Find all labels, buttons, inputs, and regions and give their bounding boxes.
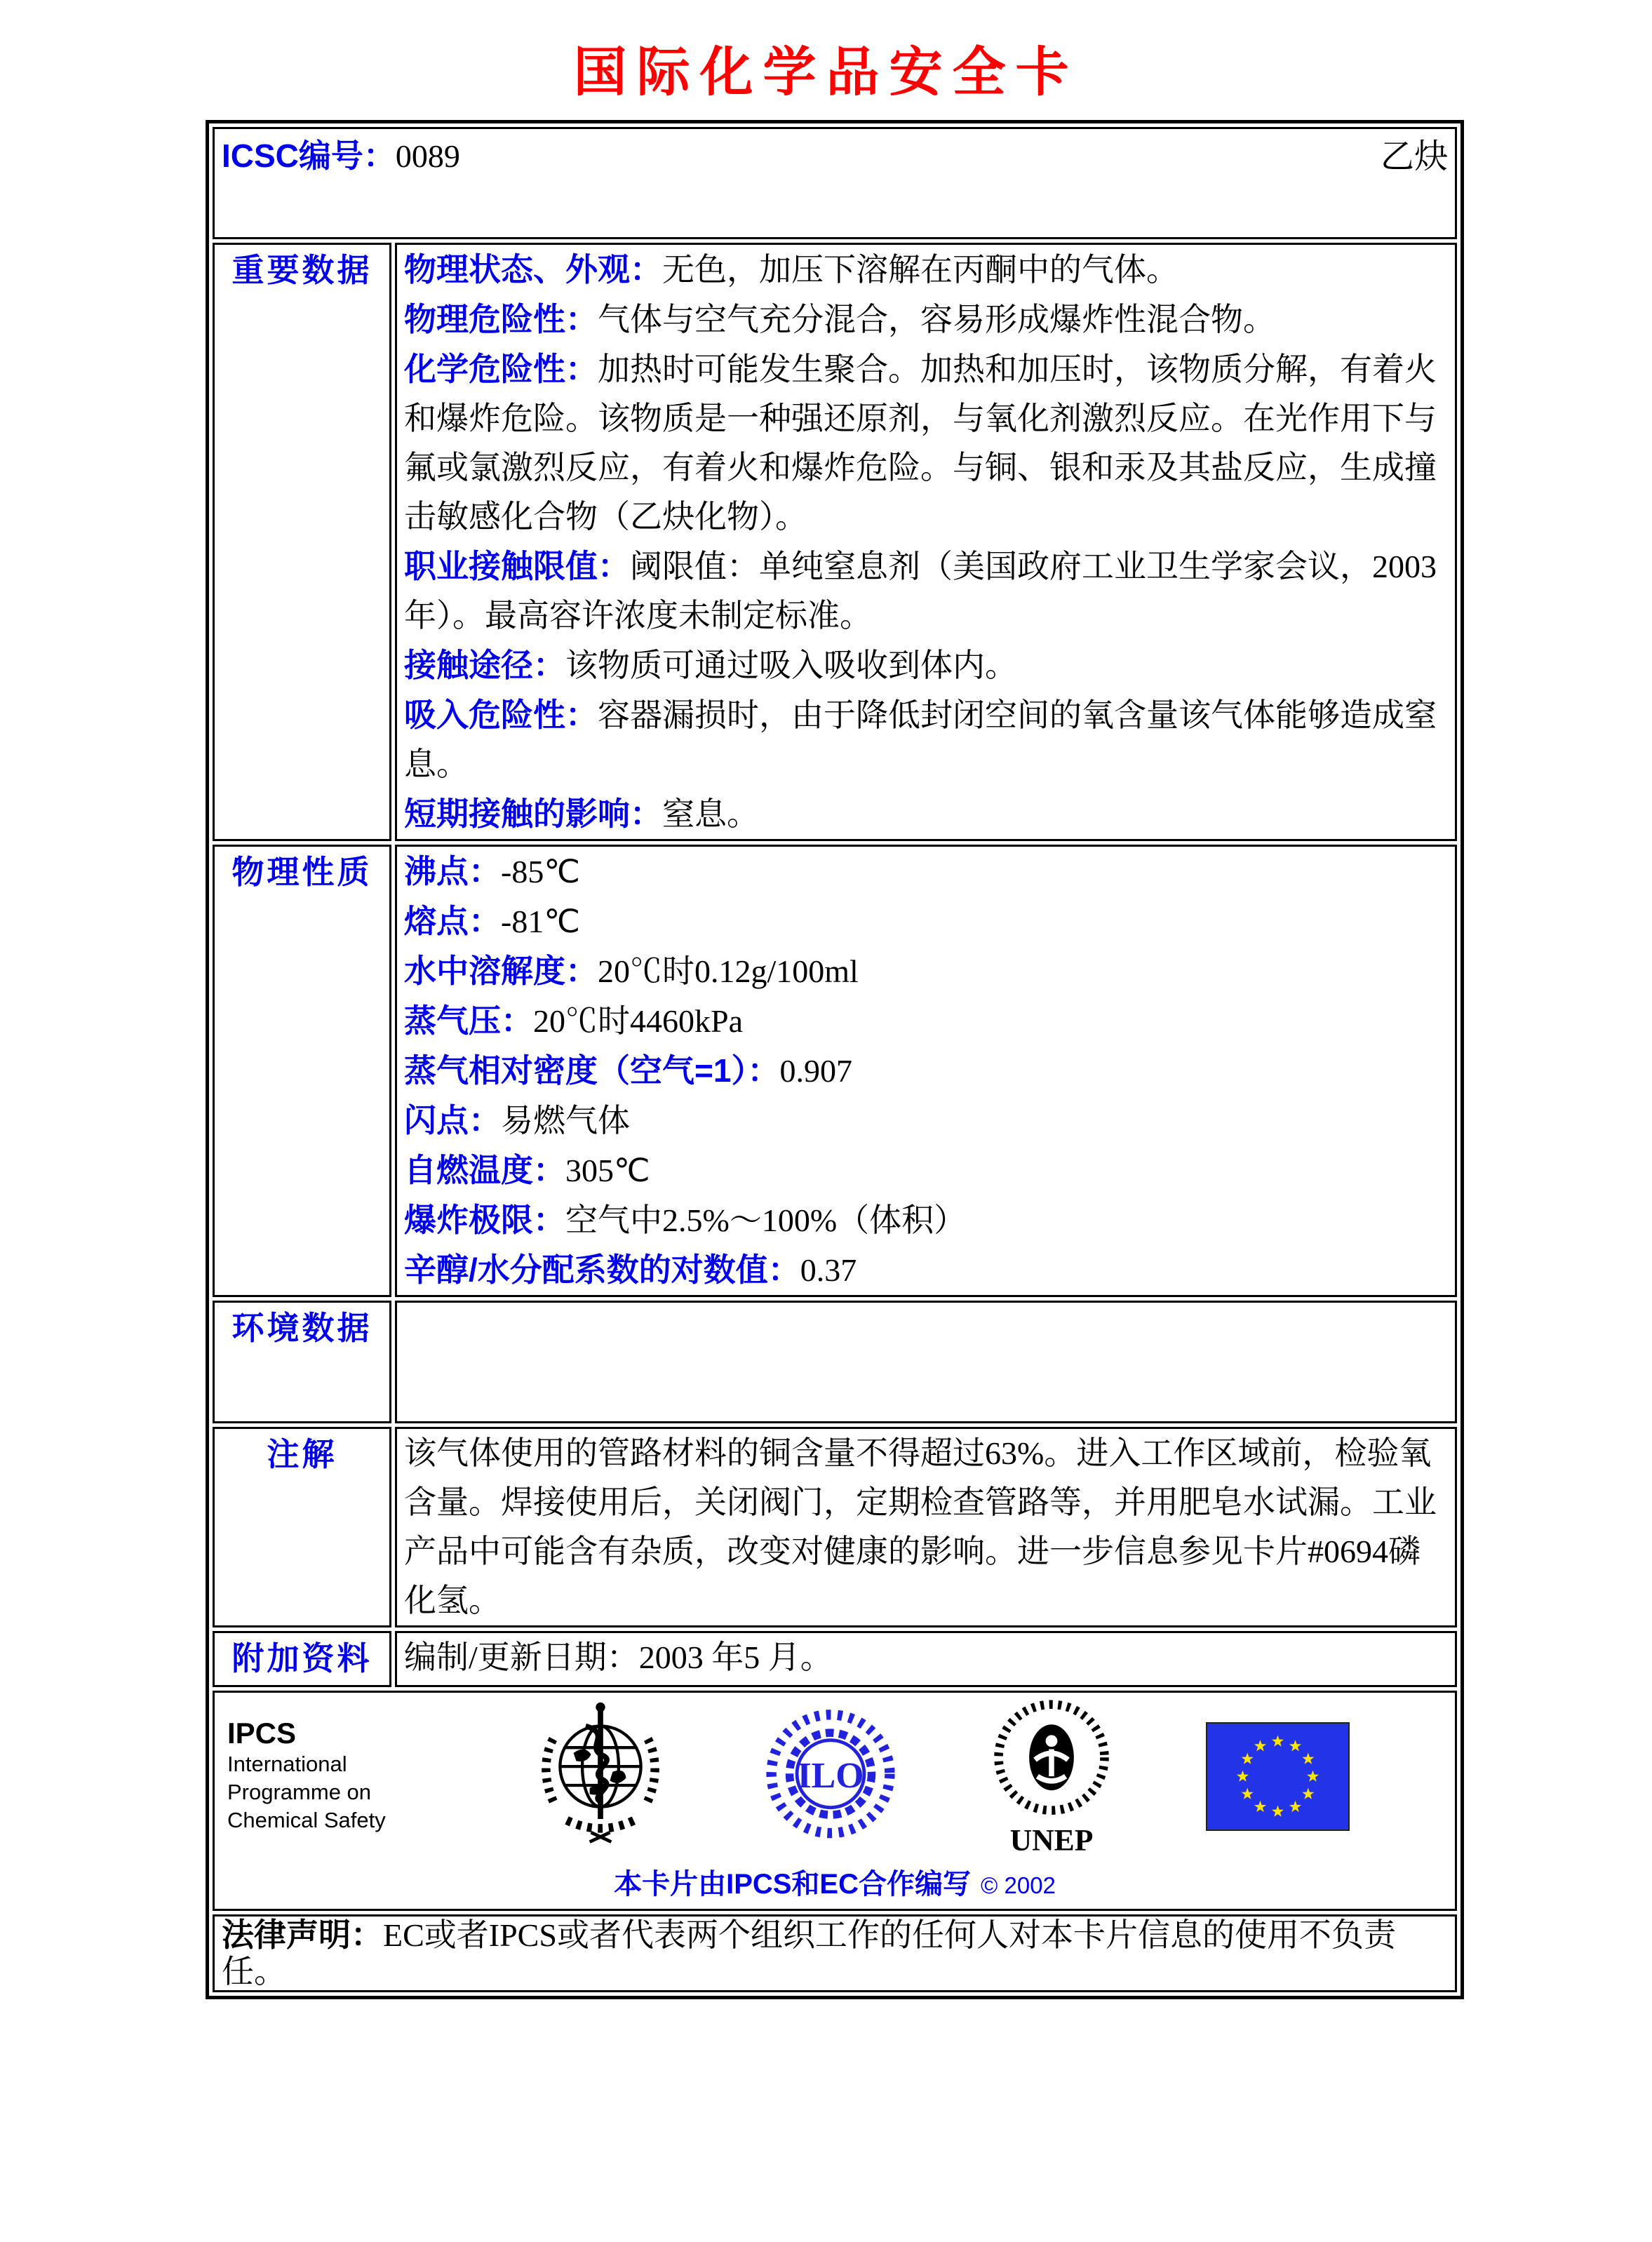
legal-notice-cell: [213, 1914, 1457, 1992]
credit-text: 本卡片由IPCS和EC合作编写: [614, 1869, 972, 1900]
icsc-number-value: 0089: [395, 137, 460, 174]
field-value: 阈限值：单纯窒息剂（美国政府工业卫生学家会议，2003年）。最高容许浓度未制定标准。: [404, 549, 1437, 633]
field-vapor-pressure: [404, 996, 1448, 1046]
section-label-environmental-data: 环境数据: [213, 1301, 391, 1423]
eu-flag-icon: [1206, 1722, 1350, 1831]
field-autoignition-temp: [404, 1146, 1448, 1195]
field-label: 短期接触的影响：: [404, 796, 662, 832]
physical-properties-content: [395, 845, 1457, 1297]
field-explosive-limits: [404, 1195, 1448, 1245]
field-value: 305℃: [565, 1153, 650, 1188]
field-label: 物理危险性：: [404, 301, 598, 337]
ipcs-line: International: [227, 1751, 347, 1776]
field-label: 接触途径：: [404, 647, 565, 683]
environmental-data-content: [395, 1301, 1457, 1423]
field-label: 吸入危险性：: [404, 697, 598, 733]
field-value: 气体与空气充分混合，容易形成爆炸性混合物。: [598, 302, 1275, 337]
icsc-card-table: [206, 120, 1464, 1999]
field-label: 爆炸极限：: [404, 1202, 565, 1238]
field-value: 0.37: [800, 1252, 857, 1288]
footer-logos-cell: [213, 1691, 1457, 1911]
field-value: 易燃气体: [501, 1103, 630, 1139]
field-label: 职业接触限值：: [404, 548, 630, 584]
section-label-physical-properties: 物理性质: [213, 845, 391, 1297]
credit-line: [222, 1860, 1448, 1909]
ipcs-line: Programme on: [227, 1779, 372, 1804]
ipcs-acronym: IPCS: [227, 1716, 297, 1750]
section-label-additional-info: 附加资料: [213, 1631, 391, 1687]
ipcs-text-block: [227, 1716, 438, 1834]
field-label: 物理状态、外观：: [404, 251, 662, 288]
important-data-content: [395, 243, 1457, 841]
field-value: 20℃时4460kPa: [533, 1003, 743, 1039]
update-date-text: 编制/更新日期：2003 年5 月。: [404, 1639, 833, 1675]
field-value: 空气中2.5%～100%（体积）: [565, 1202, 967, 1238]
field-short-term-effects: [404, 789, 1448, 839]
icsc-number-group: [222, 130, 460, 177]
unep-letters: UNEP: [1009, 1823, 1094, 1858]
field-label: 蒸气压：: [404, 1002, 533, 1039]
field-value: 容器漏损时，由于降低封闭空间的氧含量该气体能够造成窒息。: [404, 697, 1437, 782]
field-chemical-danger: [404, 344, 1448, 542]
header-row-cell: [213, 127, 1457, 239]
field-physical-state: [404, 245, 1448, 295]
legal-notice-label: 法律声明：: [222, 1917, 383, 1953]
field-flash-point: [404, 1096, 1448, 1146]
field-value: -85℃: [501, 854, 580, 890]
field-value: 加热时可能发生聚合。加热和加压时，该物质分解，有着火和爆炸危险。该物质是一种强还原剂，与氧化剂激烈反应。在光作用下与氟或氯激烈反应，有着火和爆炸危险。与铜、银和汞及其盐反应，生成撞击敏感化合物（乙炔化物）。: [404, 351, 1437, 535]
field-log-pow: [404, 1245, 1448, 1295]
field-value: 无色，加压下溶解在丙酮中的气体。: [662, 252, 1178, 288]
field-boiling-point: [404, 847, 1448, 897]
page-title: 国际化学品安全卡: [573, 43, 1079, 102]
legal-notice-text: EC或者IPCS或者代表两个组织工作的任何人对本卡片信息的使用不负责任。: [222, 1917, 1396, 1989]
field-label: 熔点：: [404, 903, 501, 939]
field-label: 闪点：: [404, 1102, 501, 1139]
field-label: 辛醇/水分配系数的对数值：: [404, 1251, 800, 1288]
header-row: [222, 129, 1448, 177]
notes-content: [395, 1427, 1457, 1627]
field-value: 窒息。: [662, 796, 759, 832]
field-inhalation-risk: [404, 690, 1448, 789]
field-label: 自燃温度：: [404, 1152, 565, 1188]
field-label: 沸点：: [404, 853, 501, 890]
field-melting-point: [404, 897, 1448, 946]
field-label: 水中溶解度：: [404, 953, 598, 989]
field-value: -81℃: [501, 904, 580, 939]
ilo-icon: [763, 1703, 898, 1851]
ipcs-line: Chemical Safety: [227, 1807, 386, 1832]
field-vapor-density: [404, 1046, 1448, 1096]
chemical-name: 乙炔: [1380, 138, 1448, 175]
who-icon: [533, 1699, 668, 1854]
section-label-notes: 注解: [213, 1427, 391, 1627]
ilo-letters: ILO: [797, 1755, 864, 1796]
field-physical-danger: [404, 295, 1448, 344]
unep-icon: [993, 1693, 1110, 1860]
copyright-text: © 2002: [981, 1872, 1056, 1898]
field-label: 蒸气相对密度（空气=1）：: [404, 1052, 780, 1089]
field-value: 20℃时0.12g/100ml: [598, 953, 859, 989]
field-occupational-limits: [404, 542, 1448, 640]
additional-info-content: [395, 1631, 1457, 1687]
icsc-number-label: ICSC编号：: [222, 137, 396, 174]
notes-text: 该气体使用的管路材料的铜含量不得超过63%。进入工作区域前，检验氧含量。焊接使用后，关闭阀门，定期检查管路等，并用肥皂水试漏。工业产品中可能含有杂质，改变对健康的影响。进一步信息参见卡片#0694磷化氢。: [404, 1435, 1437, 1618]
field-value: 0.907: [779, 1053, 852, 1089]
field-label: 化学危险性：: [404, 351, 598, 387]
logos-row: [222, 1693, 1448, 1860]
field-water-solubility: [404, 946, 1448, 996]
field-value: 该物质可通过吸入吸收到体内。: [565, 647, 1017, 683]
field-exposure-routes: [404, 640, 1448, 690]
section-label-important-data: 重要数据: [213, 243, 391, 841]
